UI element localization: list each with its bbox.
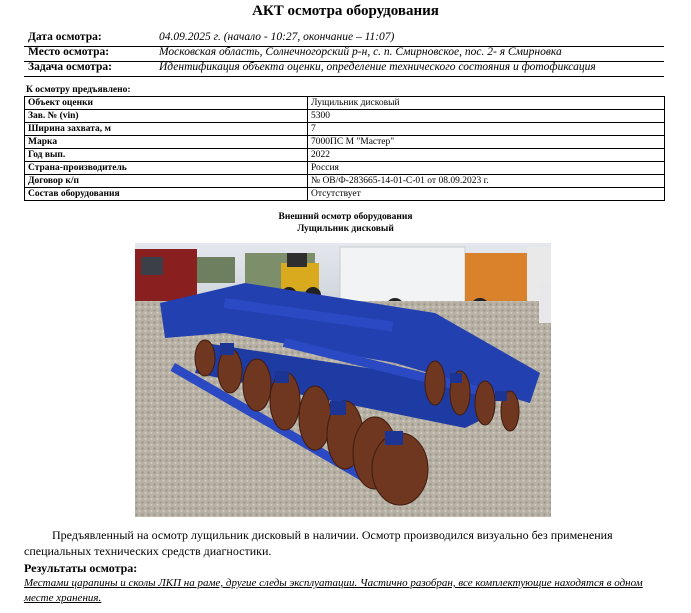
results-text: Местами царапины и сколы ЛКП на раме, другие следы эксплуатации. Частично разобран, все комплектующие находятся в одном месте хранения. [24,577,643,604]
table-row [25,149,665,162]
results-heading: Результаты осмотра: [24,561,138,575]
external-inspection-subtitle: Лущильник дисковый [297,224,394,234]
spec-key: Год вып. [25,149,308,162]
spec-key: Марка [25,136,308,149]
spec-key: Ширина захвата, м [25,123,308,136]
spec-table [24,96,665,201]
presented-label: К осмотру предъявлено: [26,85,131,95]
table-row [25,123,665,136]
table-row [25,175,665,188]
meta-row-place [24,46,664,62]
spec-value: Россия [308,162,665,175]
spec-value: Лущильник дисковый [308,97,665,110]
spec-key: Страна-производитель [25,162,308,175]
meta-value: Московская область, Солнечногорский р-н, с. п. Смирновское, пос. 2- я Смирновка [159,46,562,58]
spec-value: 2022 [308,149,665,162]
meta-value: 04.09.2025 г. (начало - 10:27, окончание – 11:07) [159,31,395,43]
table-row [25,110,665,123]
spec-value: 5300 [308,110,665,123]
spec-key: Объект оценки [25,97,308,110]
table-row [25,188,665,201]
table-row [25,97,665,110]
meta-value: Идентификация объекта оценки, определение технического состояния и фотофиксация [159,61,596,73]
spec-key: Договор к/п [25,175,308,188]
meta-label: Дата осмотра: [28,31,102,43]
table-row [25,136,665,149]
document-title: АКТ осмотра оборудования [252,3,439,19]
spec-value: 7 [308,123,665,136]
external-inspection-title: Внешний осмотр оборудования [278,212,413,222]
meta-label: Место осмотра: [28,46,110,58]
meta-label: Задача осмотра: [28,61,112,73]
spec-value: 7000ПС М "Мастер" [308,136,665,149]
meta-row-task [24,61,664,77]
equipment-photo [135,243,551,517]
inspection-paragraph: Предъявленный на осмотр лущильник дисковый в наличии. Осмотр производился визуально без применения специальных технических средств диагностики. [24,528,613,558]
spec-key: Состав оборудования [25,188,308,201]
spec-value: № ОВ/Ф-283665-14-01-С-01 от 08.09.2023 г. [308,175,665,188]
spec-value: Отсутствует [308,188,665,201]
meta-row-date [24,31,664,47]
spec-key: Зав. № (vin) [25,110,308,123]
table-row [25,162,665,175]
